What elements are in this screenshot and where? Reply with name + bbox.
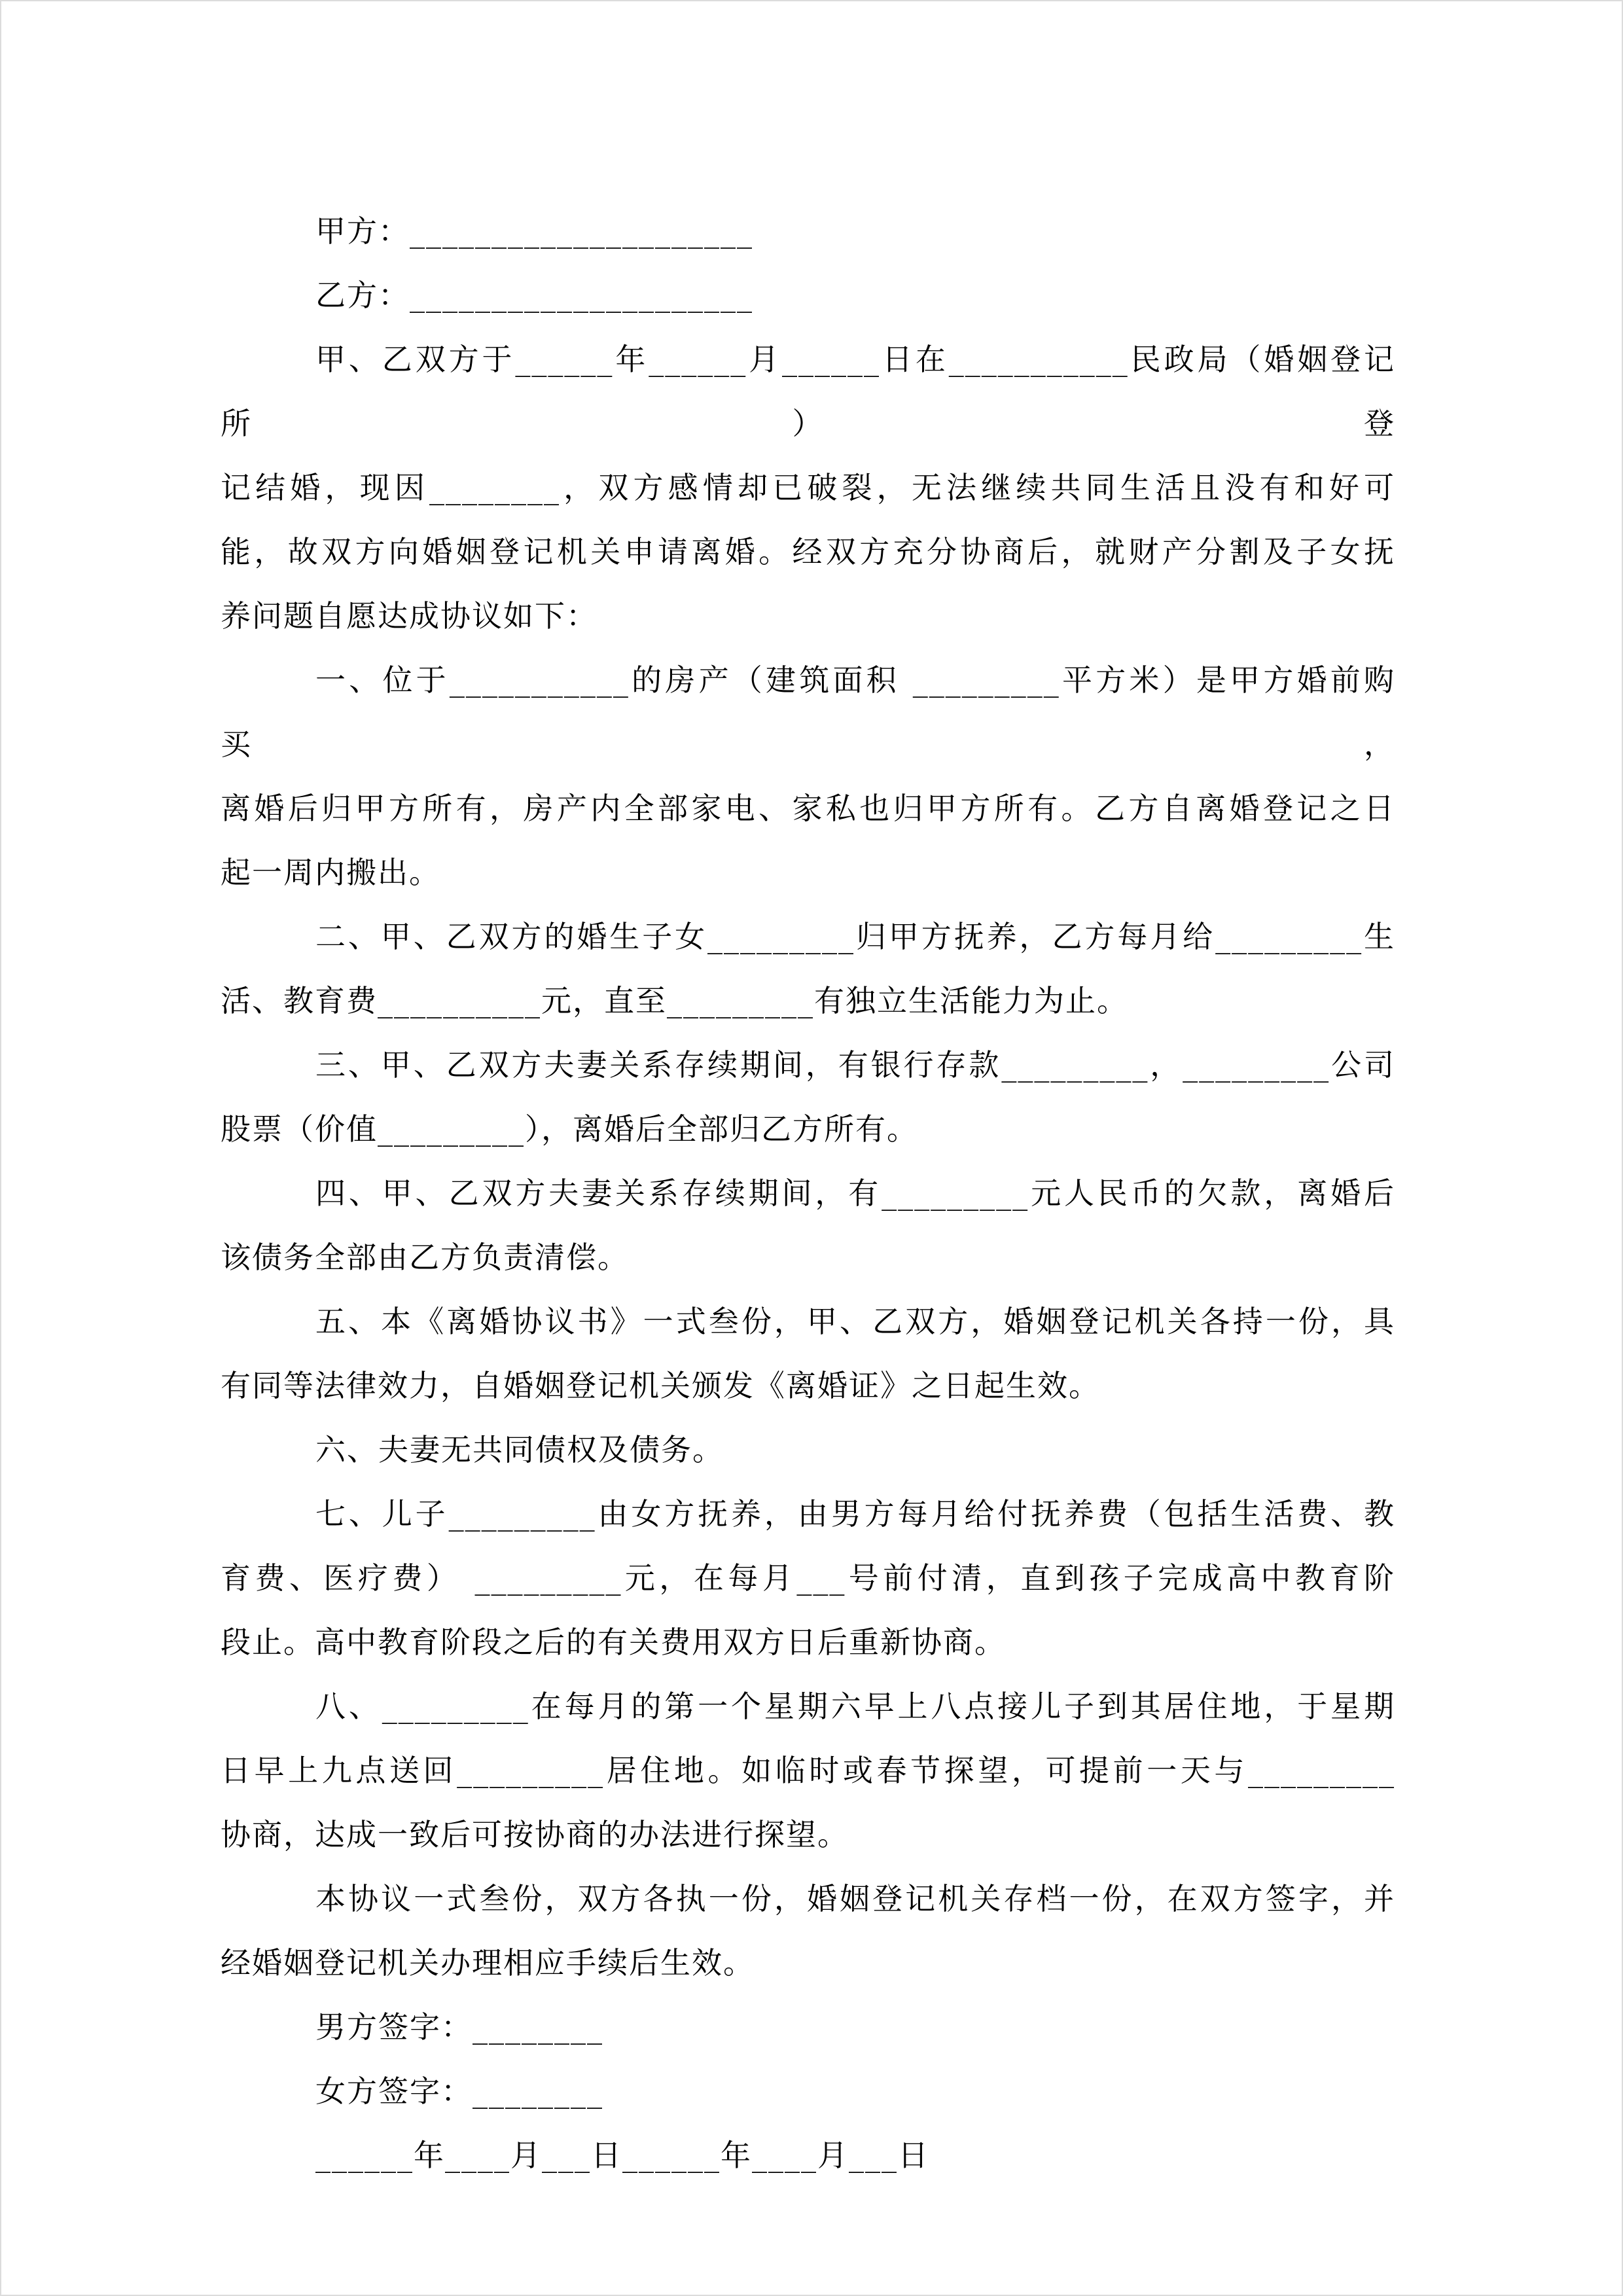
doc-line: 三、甲、乙双方夫妻关系存续期间，有银行存款_________，_________公司	[315, 1047, 1395, 1083]
doc-line: 育费、医疗费） _________元，在每月___号前付清，直到孩子完成高中教育阶	[221, 1560, 1395, 1596]
doc-line: 日早上九点送回_________居住地。如临时或春节探望，可提前一天与_________	[221, 1753, 1395, 1788]
doc-line: 该债务全部由乙方负责清偿。	[221, 1240, 629, 1275]
doc-line: 六、夫妻无共同债权及债务。	[315, 1432, 724, 1467]
doc-line: 一、位于___________的房产（建筑面积 _________平方米）是甲方婚前购买，	[221, 662, 1395, 762]
doc-line: 本协议一式叁份，双方各执一份，婚姻登记机关存档一份，在双方签字，并	[315, 1881, 1395, 1916]
doc-line: 女方签字：________	[315, 2073, 603, 2109]
doc-line: 养问题自愿达成协议如下：	[221, 598, 597, 634]
doc-line: 有同等法律效力，自婚姻登记机关颁发《离婚证》之日起生效。	[221, 1368, 1100, 1403]
doc-line: 男方签字：________	[315, 2009, 603, 2045]
doc-line: 能，故双方向婚姻登记机关申请离婚。经双方充分协商后，就财产分割及子女抚	[221, 534, 1395, 569]
doc-line: 二、甲、乙双方的婚生子女_________归甲方抚养，乙方每月给_________生	[315, 919, 1395, 954]
doc-line: 四、甲、乙双方夫妻关系存续期间，有_________元人民币的欠款，离婚后	[315, 1175, 1395, 1211]
doc-line: 股票（价值_________），离婚后全部归乙方所有。	[221, 1111, 918, 1147]
doc-line: 经婚姻登记机关办理相应手续后生效。	[221, 1945, 755, 1981]
doc-line: 活、教育费__________元，直至_________有独立生活能力为止。	[221, 983, 1128, 1018]
doc-line: 记结婚，现因________，双方感情却已破裂，无法继续共同生活且没有和好可	[221, 470, 1395, 505]
doc-line: ______年____月___日______年____月___日	[315, 2138, 929, 2173]
doc-line: 乙方：_____________________	[315, 278, 753, 313]
doc-line: 协商，达成一致后可按协商的办法进行探望。	[221, 1817, 849, 1852]
doc-line: 甲、乙双方于______年______月______日在___________民政局（婚姻登记所）登	[221, 342, 1395, 441]
doc-line: 甲方：_____________________	[315, 213, 753, 249]
doc-line: 起一周内搬出。	[221, 855, 440, 890]
doc-line: 段止。高中教育阶段之后的有关费用双方日后重新协商。	[221, 1624, 1006, 1660]
doc-line: 五、本《离婚协议书》一式叁份，甲、乙双方，婚姻登记机关各持一份，具	[315, 1304, 1395, 1339]
doc-line: 七、儿子_________由女方抚养，由男方每月给付抚养费（包括生活费、教	[315, 1496, 1395, 1532]
doc-line: 八、_________在每月的第一个星期六早上八点接儿子到其居住地，于星期	[315, 1689, 1395, 1724]
doc-line: 离婚后归甲方所有，房产内全部家电、家私也归甲方所有。乙方自离婚登记之日	[221, 791, 1395, 826]
agreement-body	[221, 199, 1395, 2187]
